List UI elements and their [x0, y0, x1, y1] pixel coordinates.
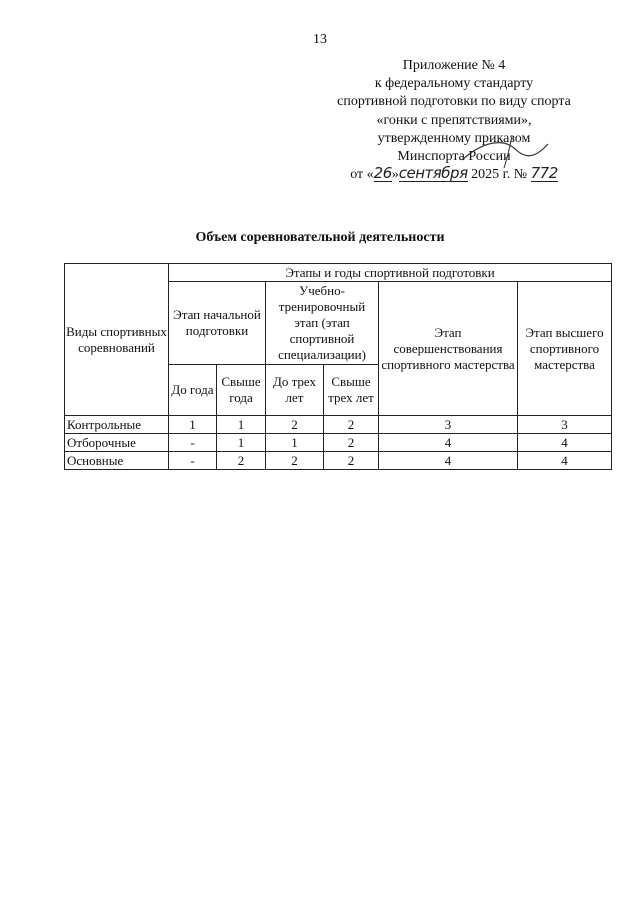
date-prefix: от « [350, 167, 374, 183]
row-label: Отборочные [65, 434, 169, 452]
date-day: 26 [373, 164, 392, 183]
subheader-up-to-three: До трех лет [266, 365, 324, 416]
table-cell: 2 [324, 416, 379, 434]
table-cell: 4 [518, 434, 612, 452]
table-cell: 3 [518, 416, 612, 434]
page-number: 13 [313, 32, 327, 47]
header-stage-initial: Этап начальной подготовки [169, 282, 266, 365]
date-month: сентября [398, 164, 468, 183]
table-cell: 2 [324, 452, 379, 470]
table-row [65, 416, 612, 434]
table-cell: 2 [217, 452, 266, 470]
table-cell: 2 [324, 434, 379, 452]
document-title: Объем соревновательной деятельности [195, 230, 445, 245]
header-stage-training: Учебно-тренировочный этап (этап спортивной специализации) [266, 282, 379, 365]
header-stage-higher: Этап высшего спортивного мастерства [518, 282, 612, 416]
table-cell: - [169, 434, 217, 452]
header-kinds: Виды спортивных соревнований [65, 264, 169, 416]
date-year: 2025 г. № [471, 167, 528, 183]
appendix-line-3: спортивной подготовки по виду спорта [337, 94, 571, 110]
approval-date-line [304, 166, 604, 184]
table-cell: 2 [266, 416, 324, 434]
table-row [65, 452, 612, 470]
header-stages: Этапы и годы спортивной подготовки [169, 264, 612, 282]
table-cell: 1 [266, 434, 324, 452]
table-cell: 4 [379, 452, 518, 470]
table-cell: 1 [169, 416, 217, 434]
subheader-over-year: Свыше года [217, 365, 266, 416]
order-number: 772 [530, 164, 558, 183]
table-cell: 4 [518, 452, 612, 470]
competition-table [64, 263, 612, 470]
table-cell: 1 [217, 434, 266, 452]
subheader-up-to-year: До года [169, 365, 217, 416]
date-mid: » [391, 167, 399, 183]
appendix-line-2: к федеральному стандарту [374, 76, 534, 92]
header-stage-improvement: Этап совершенствования спортивного мастерства [379, 282, 518, 416]
table-cell: 4 [379, 434, 518, 452]
appendix-line-5: утвержденному приказом [377, 130, 531, 146]
table-cell: 2 [266, 452, 324, 470]
subheader-over-three: Свыше трех лет [324, 365, 379, 416]
table-cell: 3 [379, 416, 518, 434]
table-cell: 1 [217, 416, 266, 434]
appendix-line-6: Минспорта России [397, 149, 511, 165]
appendix-line-4: «гонки с препятствиями», [376, 112, 532, 128]
table-cell: - [169, 452, 217, 470]
appendix-block [304, 57, 604, 184]
appendix-line-1: Приложение № 4 [402, 58, 506, 73]
row-label: Контрольные [65, 416, 169, 434]
row-label: Основные [65, 452, 169, 470]
table-row [65, 434, 612, 452]
